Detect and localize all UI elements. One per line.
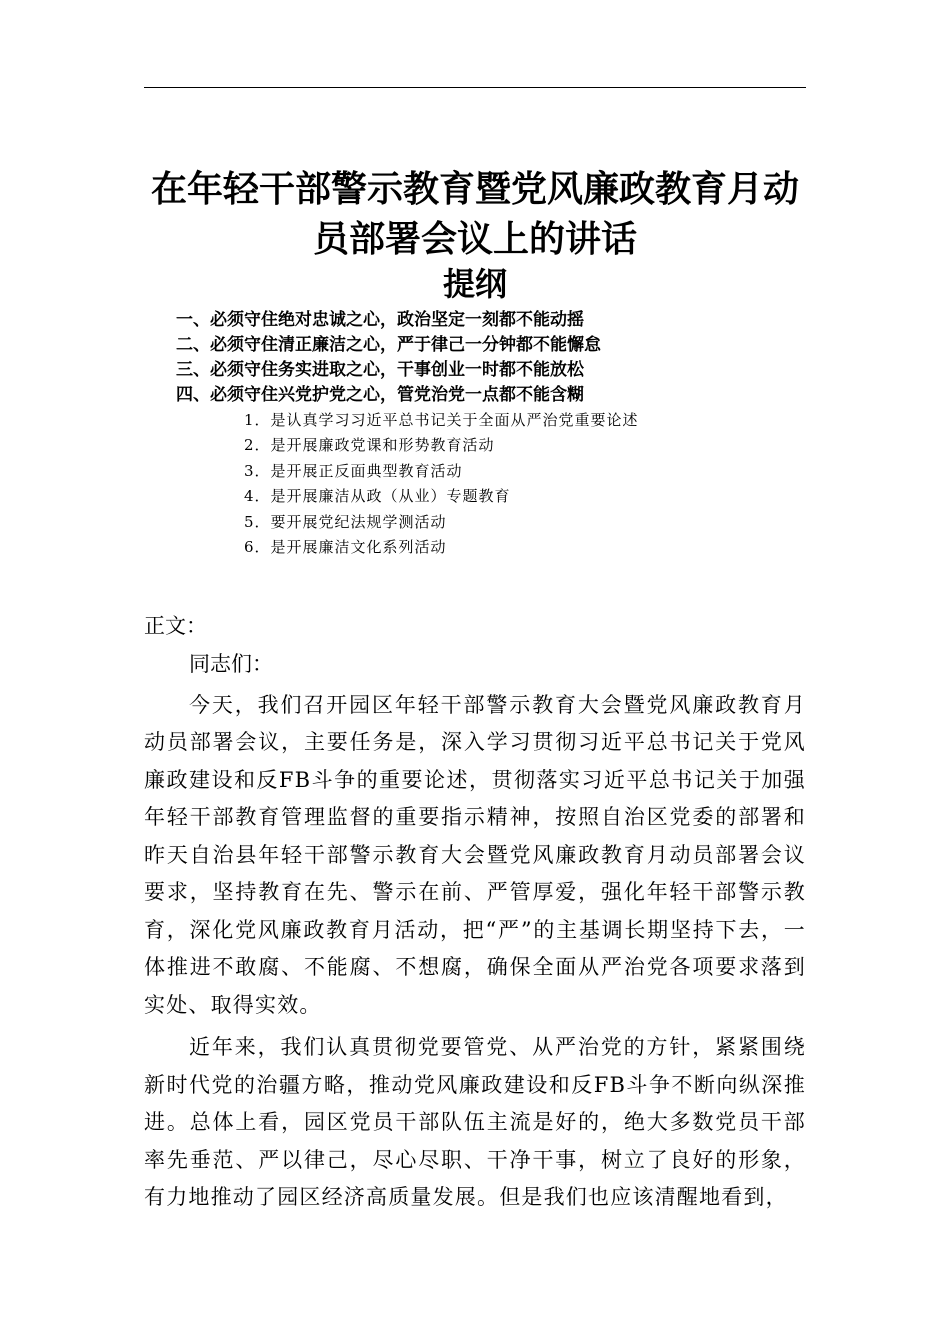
outline-subitem: 4．是开展廉洁从政（从业）专题教育 bbox=[244, 487, 511, 506]
header-rule bbox=[144, 87, 806, 88]
outline-heading: 提纲 bbox=[442, 265, 507, 303]
title-line-1: 在年轻干部警示教育暨党风廉政教育月动 bbox=[150, 169, 799, 210]
salutation: 同志们： bbox=[189, 652, 273, 676]
body-label: 正文： bbox=[144, 614, 207, 638]
outline-subitem: 2．是开展廉政党课和形势教育活动 bbox=[244, 436, 495, 455]
body-paragraph: 近年来，我们认真贯彻党要管党、从严治党的方针，紧紧围绕新时代党的治疆方略，推动党风廉政建设和反FB斗争不断向纵深推进。总体上看，园区党员干部队伍主流是好的，绝大多数党员干部率先垂范、严以律己，尽心尽职、干净干事，树立了良好的形象，有力地推动了园区经济高质量发展。但是我们也应该清醒地看到， bbox=[144, 1035, 806, 1209]
outline-sublist bbox=[244, 408, 804, 560]
outline-item: 四、必须守住兴党护党之心，管党治党一点都不能含糊 bbox=[176, 385, 584, 405]
outline-subitem: 1．是认真学习习近平总书记关于全面从严治党重要论述 bbox=[244, 411, 639, 429]
outline-subitem: 5．要开展党纪法规学测活动 bbox=[244, 512, 447, 531]
title-line-2: 员部署会议上的讲话 bbox=[312, 219, 637, 260]
outline-subitem: 3．是开展正反面典型教育活动 bbox=[244, 461, 463, 480]
body-text bbox=[144, 610, 806, 1222]
outline-item: 二、必须守住清正廉洁之心，严于律己一分钟都不能懈怠 bbox=[176, 335, 601, 355]
document-title bbox=[144, 165, 806, 265]
outline-item: 三、必须守住务实进取之心，干事创业一时都不能放松 bbox=[176, 360, 584, 380]
outline-list bbox=[176, 308, 796, 408]
outline-item: 一、必须守住绝对忠诚之心，政治坚定一刻都不能动摇 bbox=[176, 310, 584, 330]
body-paragraph: 今天，我们召开园区年轻干部警示教育大会暨党风廉政教育月动员部署会议，主要任务是，深入学习贯彻习近平总书记关于党风廉政建设和反FB斗争的重要论述，贯彻落实习近平总书记关于加强年轻干部教育管理监督的重要指示精神，按照自治区党委的部署和昨天自治县年轻干部警示教育大会暨党风廉政教育月动员部署会议要求，坚持教育在先、警示在前、严管厚爱，强化年轻干部警示教育，深化党风廉政教育月活动，把“严”的主基调长期坚持下去，一体推进不敢腐、不能腐、不想腐，确保全面从严治党各项要求落到实处、取得实效。 bbox=[144, 692, 806, 1017]
outline-subitem: 6．是开展廉洁文化系列活动 bbox=[244, 538, 447, 557]
